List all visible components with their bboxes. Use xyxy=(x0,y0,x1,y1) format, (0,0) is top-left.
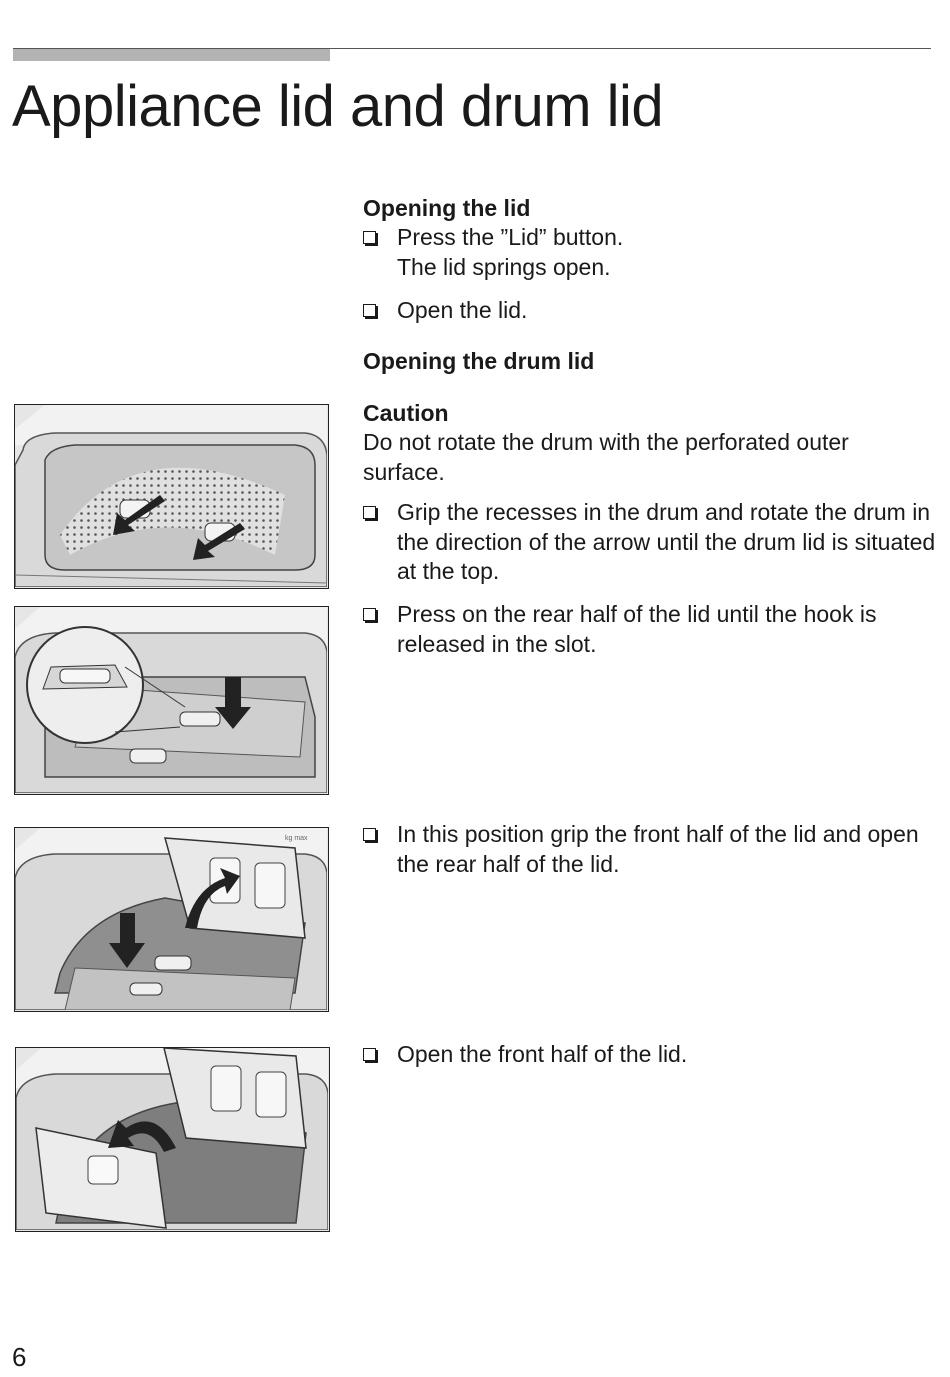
list-item xyxy=(363,223,943,282)
list-item xyxy=(363,498,943,587)
figure-rotate-drum xyxy=(14,404,329,589)
step-text: Grip the recesses in the drum and rotate the drum in the direction of the arrow until the drum lid is situated at the top. xyxy=(397,499,936,584)
page-number: 6 xyxy=(12,1342,27,1372)
list-item xyxy=(363,600,943,659)
header-accent-bar xyxy=(13,49,330,61)
step-text: Press the ”Lid” button. xyxy=(397,224,624,250)
caution-text: Do not rotate the drum with the perforated outer surface. xyxy=(363,429,849,485)
checkbox-bullet-icon xyxy=(363,506,376,519)
figure-open-front-half xyxy=(15,1047,330,1232)
kg-max-label: kg max xyxy=(285,835,308,842)
section-heading-opening-lid: Opening the lid xyxy=(363,195,531,221)
step-text: In this position grip the front half of the lid and open the rear half of the lid. xyxy=(397,821,919,877)
list-item xyxy=(363,1040,943,1070)
caution-heading: Caution xyxy=(363,400,449,426)
step-text: Press on the rear half of the lid until the hook is released in the slot. xyxy=(397,601,877,657)
step-result-text: The lid springs open. xyxy=(397,253,611,280)
section-heading-opening-drum-lid: Opening the drum lid xyxy=(363,348,595,374)
figure-open-rear-half xyxy=(14,827,329,1012)
list-item xyxy=(363,820,943,879)
step-text: Open the front half of the lid. xyxy=(397,1041,688,1067)
checkbox-bullet-icon xyxy=(363,231,376,244)
checkbox-bullet-icon xyxy=(363,608,376,621)
checkbox-bullet-icon xyxy=(363,828,376,841)
checkbox-bullet-icon xyxy=(363,304,376,317)
list-item xyxy=(363,296,943,326)
page-title: Appliance lid and drum lid xyxy=(12,74,664,139)
step-text: Open the lid. xyxy=(397,297,528,323)
checkbox-bullet-icon xyxy=(363,1048,376,1061)
figure-press-rear-lid xyxy=(14,606,329,795)
